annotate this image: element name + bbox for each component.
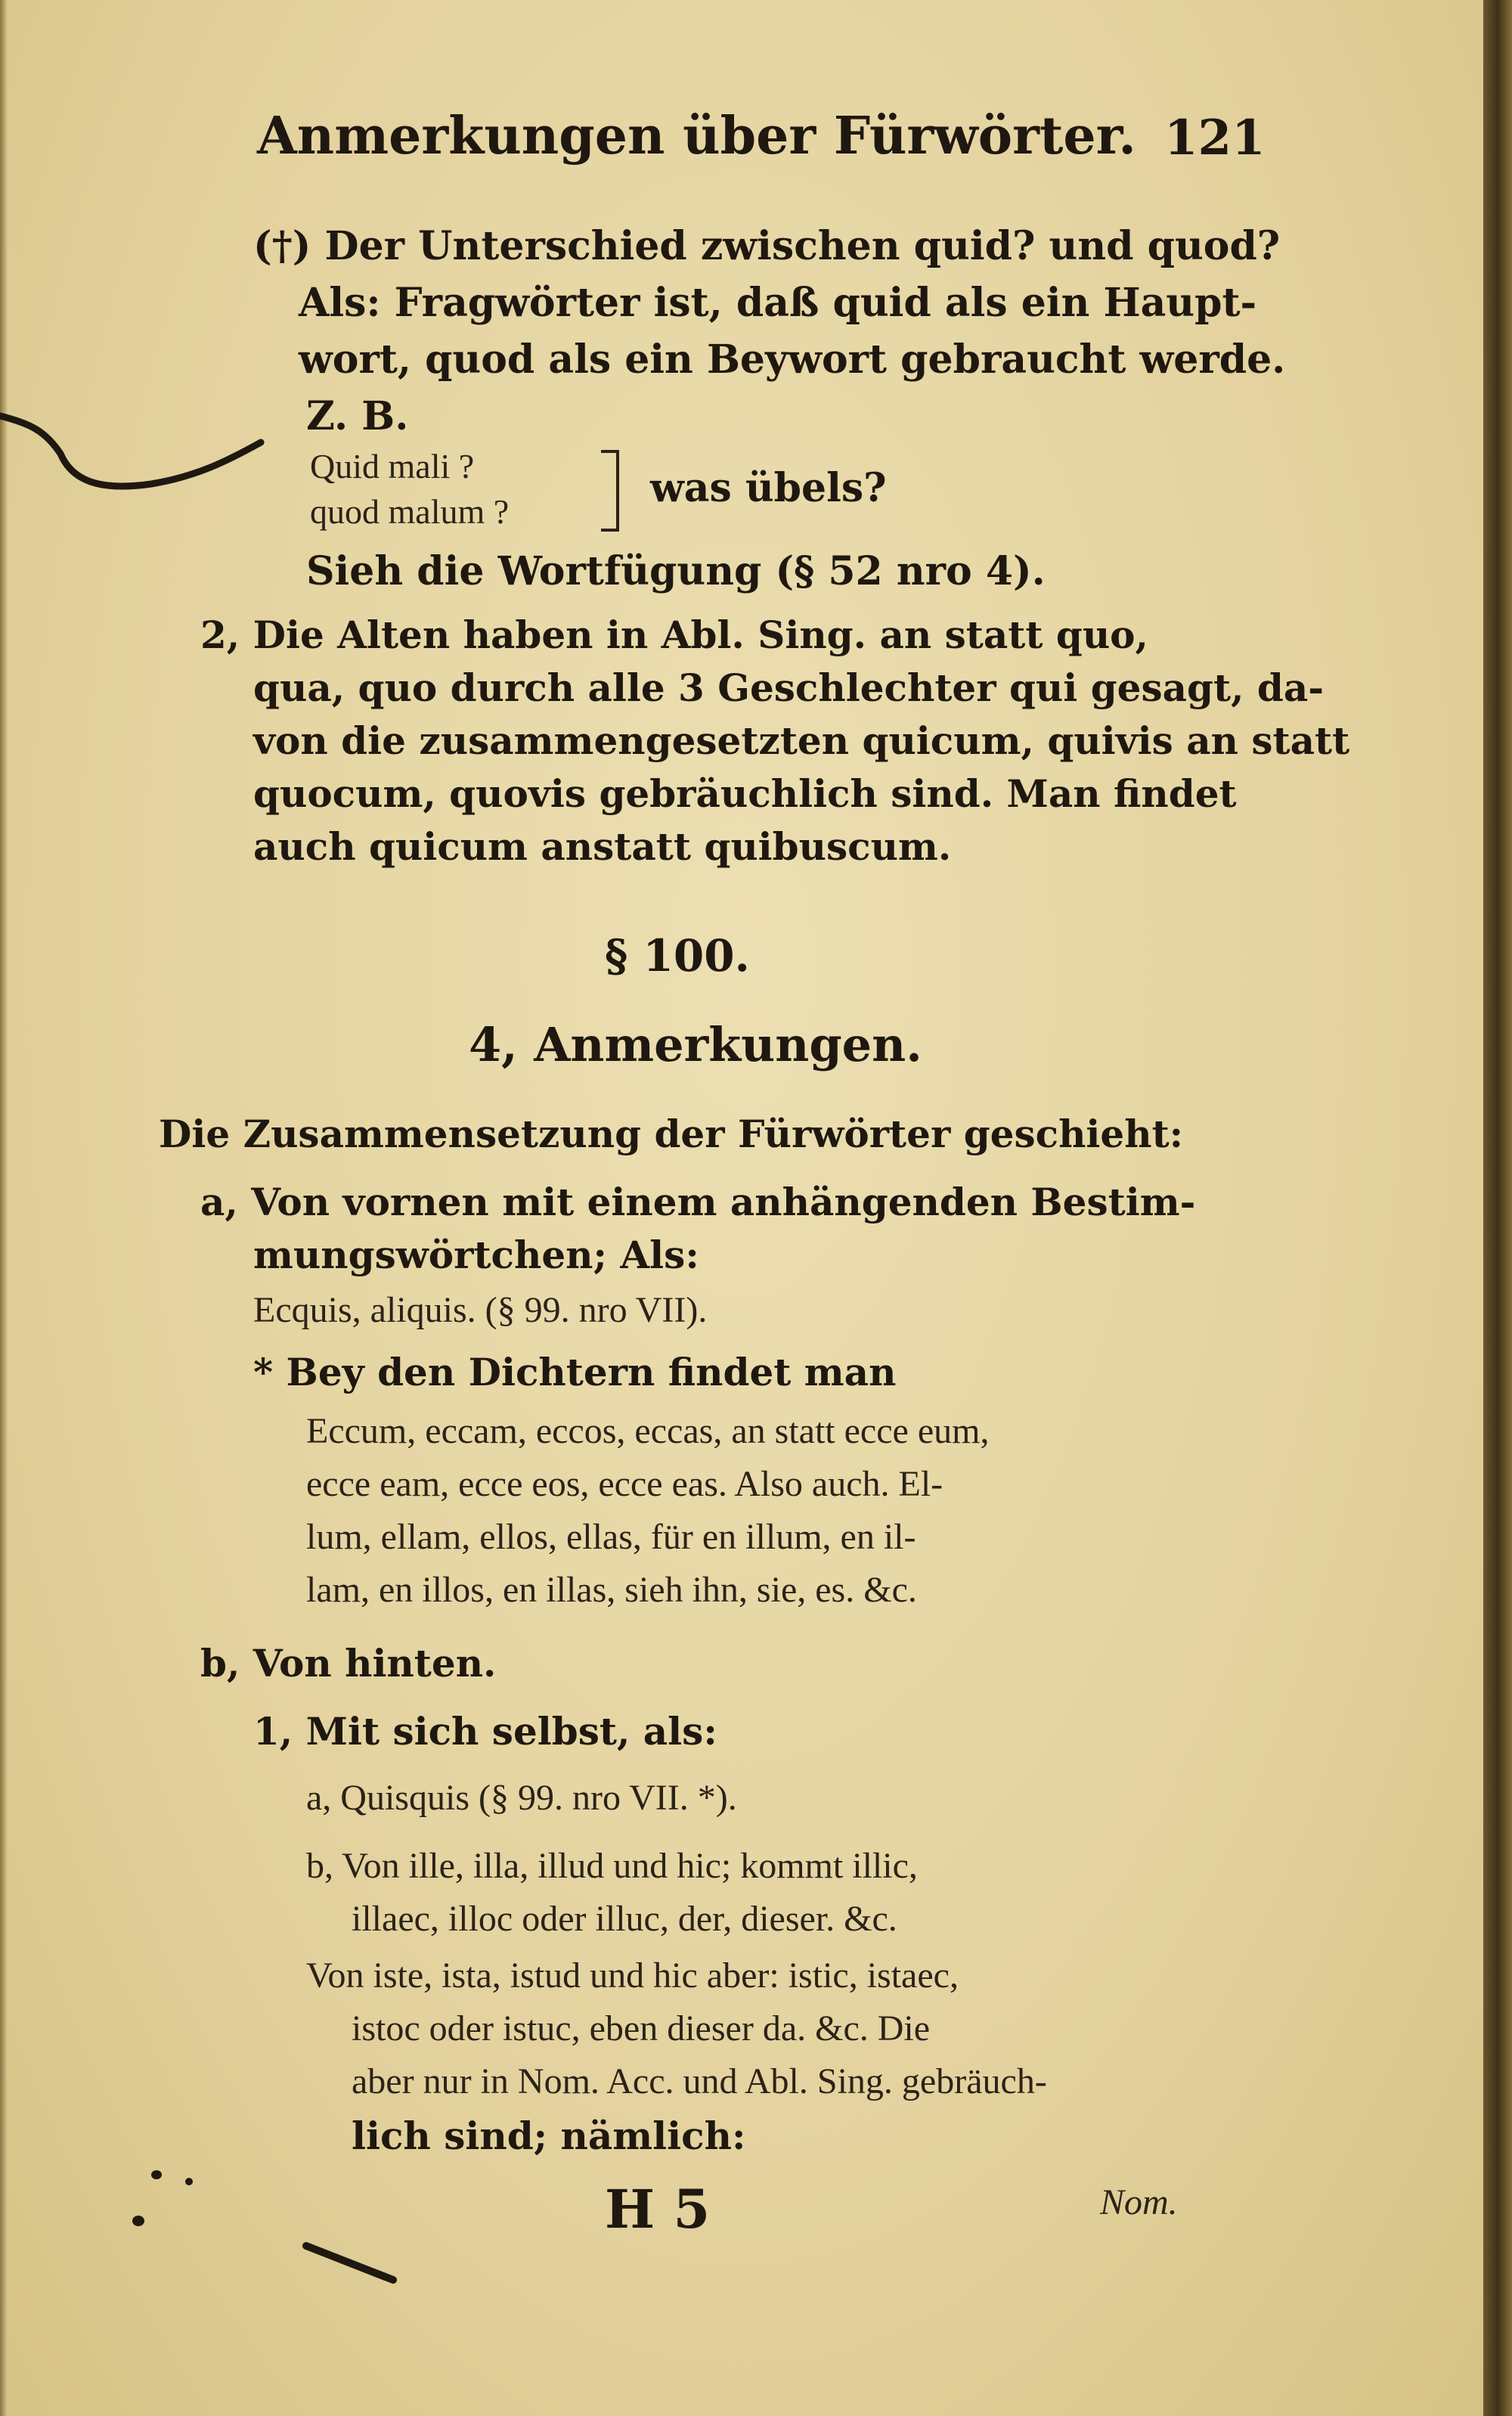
text-line: was übels? — [650, 465, 887, 511]
text-line: a, Von vornen mit einem anhängenden Bestim- — [200, 1180, 1196, 1224]
text-line: auch quicum anstatt quibuscum. — [253, 824, 952, 869]
text-line: Die Zusammensetzung der Fürwörter geschieht: — [159, 1112, 1184, 1156]
text-line: * Bey den Dichtern findet man — [253, 1350, 897, 1394]
text-line: Z. B. — [306, 393, 409, 439]
signature-mark: H 5 — [605, 2178, 711, 2241]
section-number: § 100. — [605, 930, 750, 982]
text-line: quocum, quovis gebräuchlich sind. Man findet — [253, 771, 1237, 816]
text-line: lum, ellam, ellos, ellas, für en illum, en il- — [306, 1517, 916, 1557]
ink-spot — [132, 2216, 144, 2226]
text-line: illaec, illoc oder illuc, der, dieser. &c. — [352, 1899, 897, 1939]
text-line: a, Quisquis (§ 99. nro VII. *). — [306, 1778, 737, 1818]
brace-bracket — [601, 450, 619, 532]
text-line: ecce eam, ecce eos, ecce eas. Also auch. El- — [306, 1464, 943, 1504]
ink-spot — [185, 2178, 193, 2185]
ink-stroke-mark — [0, 408, 272, 514]
text-line: b, Von ille, illa, illud und hic; kommt illic, — [306, 1846, 918, 1886]
text-line: Sieh die Wortfügung (§ 52 nro 4). — [306, 548, 1046, 594]
text-line: qua, quo durch alle 3 Geschlechter qui gesagt, da- — [253, 665, 1324, 710]
ink-smudge — [302, 2238, 408, 2291]
text-line: Eccum, eccam, eccos, eccas, an statt ecce eum, — [306, 1411, 990, 1451]
text-line: mungswörtchen; Als: — [253, 1233, 699, 1277]
ink-spot — [151, 2170, 162, 2179]
text-line: aber nur in Nom. Acc. und Abl. Sing. gebräuch- — [352, 2061, 1047, 2101]
section-heading: 4, Anmerkungen. — [469, 1017, 922, 1072]
text-line: istoc oder istuc, eben dieser da. &c. Die — [352, 2008, 931, 2048]
page-gutter-edge — [0, 0, 8, 2416]
page-edge — [1483, 0, 1512, 2416]
text-line: (†) Der Unterschied zwischen quid? und quod? — [253, 223, 1281, 269]
catchword: Nom. — [1100, 2182, 1178, 2222]
text-line: 2, Die Alten haben in Abl. Sing. an statt quo, — [200, 613, 1148, 657]
text-line: lich sind; nämlich: — [352, 2114, 746, 2158]
text-line: wort, quod als ein Beywort gebraucht werde. — [299, 337, 1286, 383]
running-head: Anmerkungen über Fürwörter. — [257, 106, 1136, 166]
text-line: Von iste, ista, istud und hic aber: istic, istaec, — [306, 1955, 959, 1996]
text-line: quod malum ? — [310, 492, 510, 531]
page-number: 121 — [1164, 110, 1266, 166]
text-line: Als: Fragwörter ist, daß quid als ein Haupt- — [299, 280, 1257, 326]
text-line: Ecquis, aliquis. (§ 99. nro VII). — [253, 1290, 708, 1330]
text-line: lam, en illos, en illas, sieh ihn, sie, es. &c. — [306, 1570, 917, 1610]
text-line: von die zusammengesetzten quicum, quivis an statt — [253, 718, 1350, 763]
text-line: 1, Mit sich selbst, als: — [253, 1709, 717, 1754]
text-line: Quid mali ? — [310, 447, 475, 485]
text-line: b, Von hinten. — [200, 1641, 497, 1686]
